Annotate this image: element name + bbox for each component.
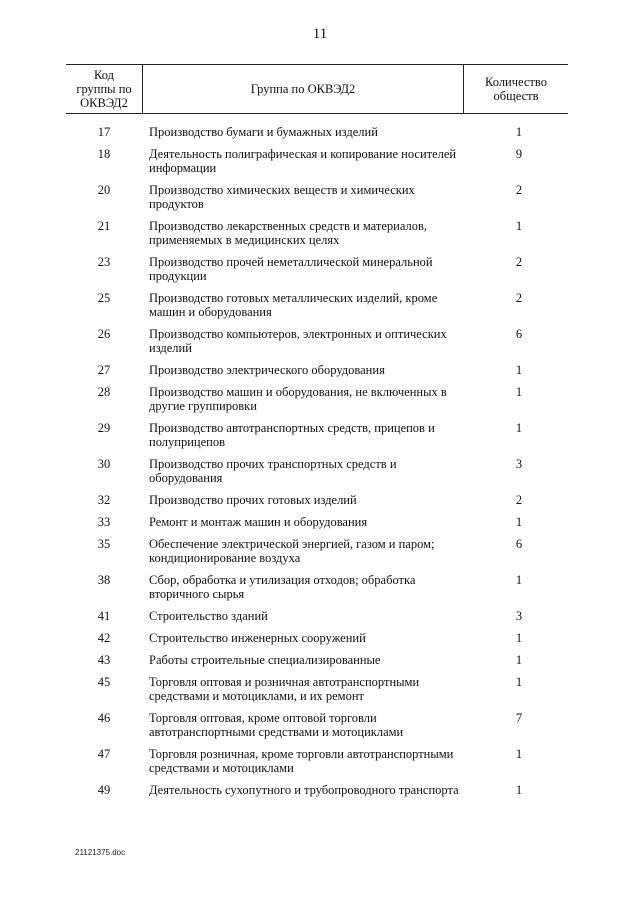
row-code: 49 — [97, 783, 111, 797]
row-name: Обеспечение электрической энергией, газом и паром; кондиционирование воздуха — [149, 537, 435, 565]
row-count: 1 — [515, 675, 523, 689]
row-name: Сбор, обработка и утилизация отходов; обработка вторичного сырья — [149, 573, 416, 601]
row-count: 1 — [515, 385, 523, 399]
row-name: Производство химических веществ и химических продуктов — [149, 183, 415, 211]
row-count: 3 — [515, 457, 523, 471]
row-name: Производство прочей неметаллической минеральной продукции — [149, 255, 433, 283]
row-count: 3 — [515, 609, 523, 623]
row-code: 27 — [97, 363, 111, 377]
row-name: Производство прочих транспортных средств и оборудования — [149, 457, 397, 485]
row-count: 2 — [515, 493, 523, 507]
row-count: 1 — [515, 783, 523, 797]
row-name: Производство прочих готовых изделий — [149, 493, 357, 507]
row-name: Работы строительные специализированные — [149, 653, 381, 667]
row-name: Ремонт и монтаж машин и оборудования — [149, 515, 368, 529]
row-code: 47 — [97, 747, 111, 761]
row-name: Торговля розничная, кроме торговли автотранспортными средствами и мотоциклами — [149, 747, 454, 775]
row-code: 29 — [97, 421, 111, 435]
row-code: 20 — [97, 183, 111, 197]
row-code: 21 — [97, 219, 111, 233]
row-code: 17 — [97, 125, 111, 139]
row-code: 41 — [97, 609, 111, 623]
row-count: 1 — [515, 125, 523, 139]
row-name: Производство лекарственных средств и материалов, применяемых в медицинских целях — [149, 219, 427, 247]
page-number: 11 — [312, 26, 328, 42]
row-code: 30 — [97, 457, 111, 471]
row-code: 18 — [97, 147, 111, 161]
row-count: 1 — [515, 515, 523, 529]
header-count: Количество обществ — [485, 75, 547, 103]
row-count: 1 — [515, 421, 523, 435]
row-count: 2 — [515, 183, 523, 197]
row-code: 32 — [97, 493, 111, 507]
row-count: 1 — [515, 631, 523, 645]
row-code: 25 — [97, 291, 111, 305]
row-name: Производство машин и оборудования, не включенных в другие группировки — [149, 385, 447, 413]
row-code: 33 — [97, 515, 111, 529]
row-count: 2 — [515, 291, 523, 305]
row-code: 38 — [97, 573, 111, 587]
row-count: 6 — [515, 537, 523, 551]
row-code: 26 — [97, 327, 111, 341]
row-name: Производство электрического оборудования — [149, 363, 385, 377]
row-code: 42 — [97, 631, 111, 645]
row-count: 6 — [515, 327, 523, 341]
row-count: 1 — [515, 363, 523, 377]
row-code: 28 — [97, 385, 111, 399]
row-count: 1 — [515, 747, 523, 761]
row-name: Строительство инженерных сооружений — [149, 631, 366, 645]
row-code: 46 — [97, 711, 111, 725]
row-count: 2 — [515, 255, 523, 269]
header-code: Код группы по ОКВЭД2 — [66, 65, 143, 113]
row-name: Производство бумаги и бумажных изделий — [149, 125, 378, 139]
row-name: Деятельность полиграфическая и копирование носителей информации — [149, 147, 457, 175]
row-count: 1 — [515, 573, 523, 587]
table-header — [66, 64, 568, 114]
file-name-footer: 21121375.doc — [75, 848, 126, 857]
row-code: 45 — [97, 675, 111, 689]
row-name: Производство автотранспортных средств, прицепов и полуприцепов — [149, 421, 435, 449]
row-name: Производство компьютеров, электронных и оптических изделий — [149, 327, 447, 355]
row-code: 23 — [97, 255, 111, 269]
row-name: Торговля оптовая и розничная автотранспортными средствами и мотоциклами, и их ремонт — [149, 675, 420, 703]
row-count: 1 — [515, 219, 523, 233]
header-group: Группа по ОКВЭД2 — [143, 65, 464, 113]
row-name: Торговля оптовая, кроме оптовой торговли автотранспортными средствами и мотоциклами — [149, 711, 404, 739]
row-count: 7 — [515, 711, 523, 725]
row-name: Строительство зданий — [149, 609, 268, 623]
row-name: Деятельность сухопутного и трубопроводного транспорта — [149, 783, 459, 797]
row-count: 9 — [515, 147, 523, 161]
row-code: 43 — [97, 653, 111, 667]
row-name: Производство готовых металлических изделий, кроме машин и оборудования — [149, 291, 438, 319]
row-code: 35 — [97, 537, 111, 551]
row-count: 1 — [515, 653, 523, 667]
